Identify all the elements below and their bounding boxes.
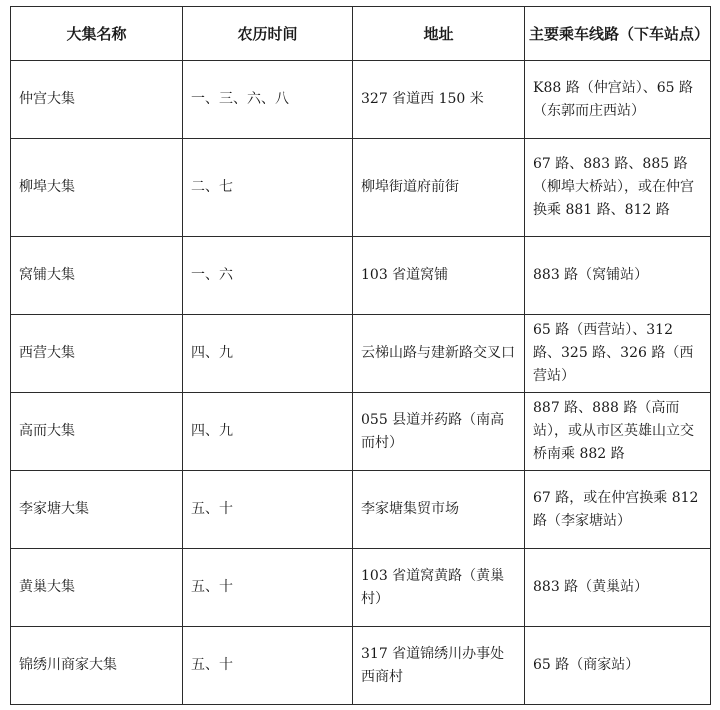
table-row <box>11 315 711 393</box>
address: 云梯山路与建新路交叉口 <box>361 345 515 361</box>
lunar-date: 四、九 <box>191 423 233 439</box>
table-row <box>11 393 711 471</box>
market-name-cell <box>11 393 183 471</box>
bus-routes-cell <box>525 627 711 705</box>
bus-routes-cell <box>525 61 711 139</box>
lunar-date-cell <box>183 393 353 471</box>
bus-routes: 67 路、883 路、885 路（柳埠大桥站），或在仲宫换乘 881 路、812 路 <box>533 156 694 218</box>
address: 317 省道锦绣川办事处西商村 <box>361 645 505 685</box>
address: 055 县道并药路（南高而村） <box>361 411 505 451</box>
bus-routes-cell <box>525 237 711 315</box>
lunar-date-cell <box>183 61 353 139</box>
address: 柳埠街道府前街 <box>361 179 459 195</box>
lunar-date-cell <box>183 471 353 549</box>
address-cell <box>353 627 525 705</box>
address-cell <box>353 471 525 549</box>
bus-routes: 883 路（窝铺站） <box>533 267 649 283</box>
market-name: 窝铺大集 <box>19 267 75 283</box>
lunar-date: 四、九 <box>191 345 233 361</box>
address: 103 省道窝铺 <box>361 267 449 283</box>
market-name-cell <box>11 237 183 315</box>
bus-routes: 65 路（西营站）、312 路、325 路、326 路（西营站） <box>533 322 694 384</box>
header-address: 地址 <box>353 7 525 61</box>
bus-routes-cell <box>525 471 711 549</box>
table-row <box>11 471 711 549</box>
market-name: 仲宫大集 <box>19 91 75 107</box>
address-cell <box>353 315 525 393</box>
header-market-name: 大集名称 <box>11 7 183 61</box>
bus-routes: K88 路（仲宫站）、65 路（东郭而庄西站） <box>533 79 693 119</box>
lunar-date-cell <box>183 315 353 393</box>
market-name: 李家塘大集 <box>19 501 89 517</box>
market-name-cell <box>11 471 183 549</box>
header-bus-routes: 主要乘车线路（下车站点） <box>525 7 711 61</box>
lunar-date-cell <box>183 139 353 237</box>
table-row <box>11 237 711 315</box>
bus-routes-cell <box>525 315 711 393</box>
bus-routes-cell <box>525 139 711 237</box>
market-name-cell <box>11 315 183 393</box>
market-name: 柳埠大集 <box>19 179 75 195</box>
lunar-date: 五、十 <box>191 579 233 595</box>
address: 103 省道窝黄路（黄巢村） <box>361 567 505 607</box>
market-name-cell <box>11 61 183 139</box>
lunar-date: 一、六 <box>191 267 233 283</box>
table-row <box>11 61 711 139</box>
address-cell <box>353 61 525 139</box>
lunar-date-cell <box>183 549 353 627</box>
lunar-date-cell <box>183 627 353 705</box>
market-name-cell <box>11 139 183 237</box>
address-cell <box>353 549 525 627</box>
address-cell <box>353 139 525 237</box>
market-name: 高而大集 <box>19 423 75 439</box>
bus-routes: 883 路（黄巢站） <box>533 579 649 595</box>
lunar-date: 五、十 <box>191 501 233 517</box>
address: 李家塘集贸市场 <box>361 501 459 517</box>
table-row <box>11 627 711 705</box>
market-name-cell <box>11 549 183 627</box>
bus-routes: 65 路（商家站） <box>533 657 640 673</box>
header-lunar-date: 农历时间 <box>183 7 353 61</box>
address: 327 省道西 150 米 <box>361 91 484 107</box>
table-row <box>11 549 711 627</box>
bus-routes: 67 路，或在仲宫换乘 812 路（李家塘站） <box>533 489 699 529</box>
bus-routes-cell <box>525 393 711 471</box>
market-name: 锦绣川商家大集 <box>19 657 117 673</box>
address-cell <box>353 237 525 315</box>
lunar-date: 一、三、六、八 <box>191 91 289 107</box>
bus-routes-cell <box>525 549 711 627</box>
market-table <box>10 6 711 705</box>
lunar-date: 五、十 <box>191 657 233 673</box>
market-name: 黄巢大集 <box>19 579 75 595</box>
bus-routes: 887 路、888 路（高而站），或从市区英雄山立交桥南乘 882 路 <box>533 400 694 462</box>
address-cell <box>353 393 525 471</box>
market-name-cell <box>11 627 183 705</box>
market-name: 西营大集 <box>19 345 75 361</box>
lunar-date: 二、七 <box>191 179 233 195</box>
lunar-date-cell <box>183 237 353 315</box>
table-header-row <box>11 7 711 61</box>
table-row <box>11 139 711 237</box>
